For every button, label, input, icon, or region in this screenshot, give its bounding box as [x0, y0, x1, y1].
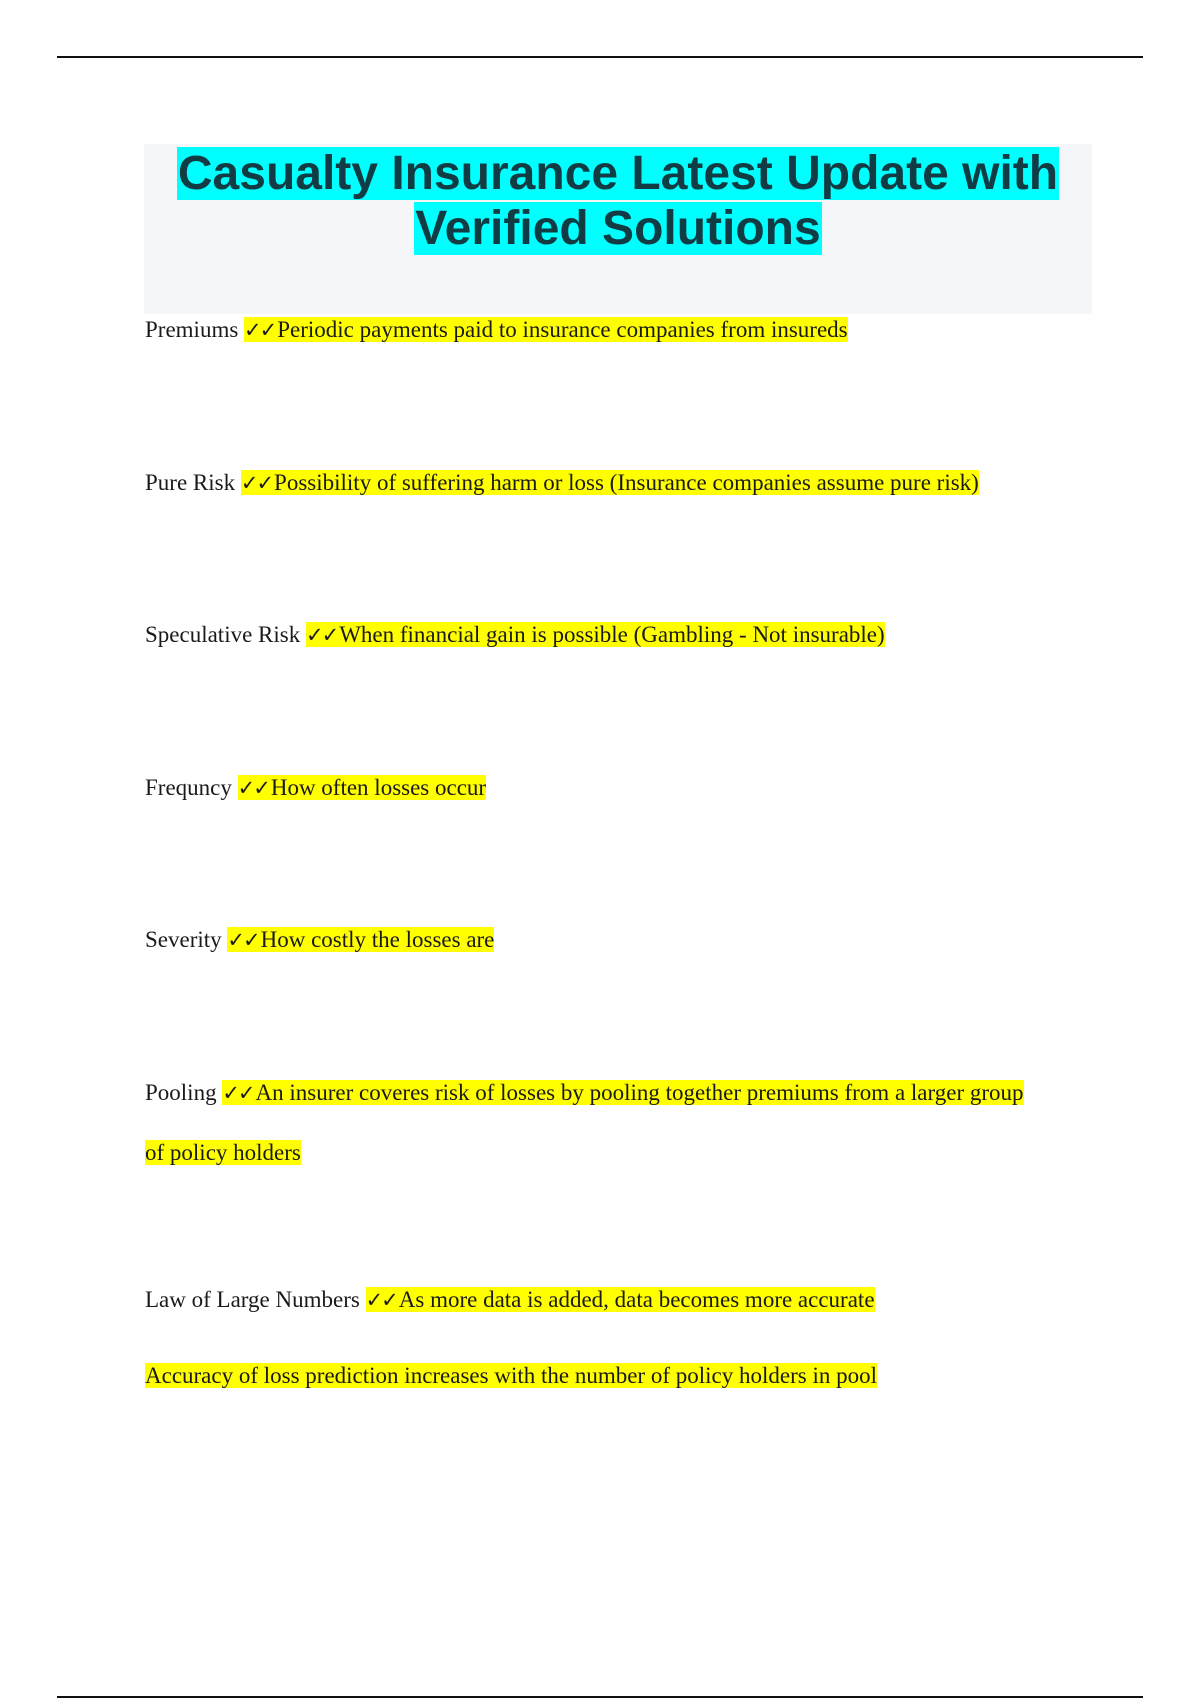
definition-highlight	[222, 1080, 1023, 1105]
double-check-icon: ✓✓	[305, 623, 338, 647]
double-check-icon: ✓✓	[237, 776, 269, 800]
term-label: Pooling	[145, 1080, 217, 1105]
definition-continuation-text: of policy holders	[145, 1140, 301, 1165]
term-label: Frequncy	[145, 775, 232, 800]
footer-rule	[57, 1696, 1143, 1698]
definition-text: When financial gain is possible (Gambling - Not insurable)	[339, 622, 885, 647]
term-label: Premiums	[145, 317, 239, 342]
definition-highlight	[306, 622, 885, 647]
list-item	[145, 453, 1105, 513]
double-check-icon: ✓✓	[240, 471, 273, 495]
definition-highlight	[227, 927, 494, 952]
list-item	[145, 758, 1105, 818]
definition-text: How costly the losses are	[260, 927, 495, 952]
list-item	[145, 1063, 1105, 1183]
list-item	[145, 300, 1105, 360]
term-label: Law of Large Numbers	[145, 1287, 360, 1312]
title-line-1: Casualty Insurance Latest Update with	[177, 147, 1059, 200]
term-label: Severity	[145, 927, 222, 952]
double-check-icon: ✓✓	[227, 928, 259, 952]
double-check-icon: ✓✓	[222, 1081, 254, 1105]
term-label: Speculative Risk	[145, 622, 301, 647]
definition-continuation	[145, 1123, 1105, 1183]
title-block	[144, 144, 1092, 314]
list-item	[145, 910, 1105, 970]
definition-text: Possibility of suffering harm or loss (Insurance companies assume pure risk)	[274, 470, 979, 495]
definition-text: An insurer coveres risk of losses by pooling together premiums from a larger group	[255, 1080, 1024, 1105]
definition-continuation-text: Accuracy of loss prediction increases with the number of policy holders in pool	[145, 1363, 877, 1388]
list-item	[145, 605, 1105, 665]
header-rule	[57, 56, 1143, 58]
definition-text: As more data is added, data becomes more accurate	[398, 1287, 875, 1312]
definition-text: How often losses occur	[270, 775, 487, 800]
definition-highlight	[366, 1287, 875, 1312]
document-title	[144, 144, 1092, 256]
definition-highlight	[244, 317, 848, 342]
double-check-icon: ✓✓	[244, 318, 276, 342]
double-check-icon: ✓✓	[365, 1288, 397, 1312]
definition-highlight	[241, 470, 979, 495]
term-label: Pure Risk	[145, 470, 236, 495]
definition-text: Periodic payments paid to insurance companies from insureds	[277, 317, 848, 342]
definition-highlight	[238, 775, 486, 800]
title-line-2: Verified Solutions	[415, 202, 821, 255]
definition-continuation	[145, 1330, 1105, 1422]
list-item	[145, 1270, 1105, 1422]
